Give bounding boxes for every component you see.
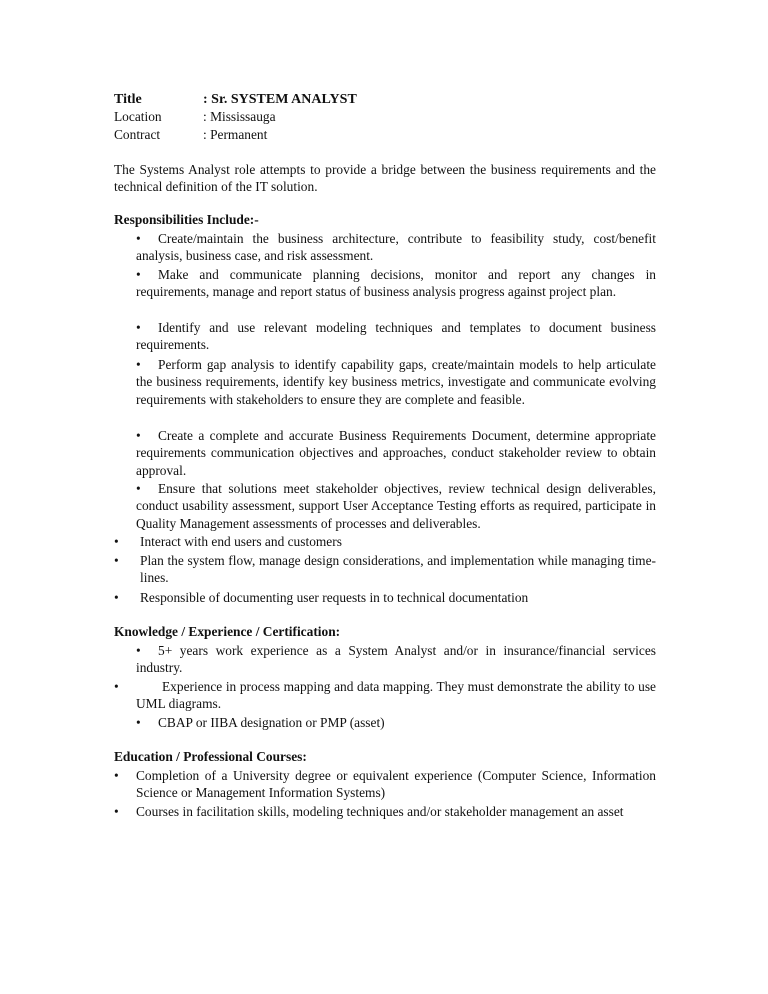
bullet-icon: • <box>114 534 119 549</box>
title-value: : Sr. SYSTEM ANALYST <box>203 92 357 107</box>
bullet-icon: • <box>114 768 119 783</box>
bullet-icon: • <box>136 357 141 372</box>
location-row <box>114 108 357 125</box>
responsibility-item: • Perform gap analysis to identify capability gaps, create/maintain models to help articulate the business requirements, identify key business metrics, investigate and communicate evolving requirements with stakeholders to ensure they are complete and feasible. <box>136 357 656 407</box>
bullet-icon: • <box>136 428 141 443</box>
bullet-icon: • <box>136 267 141 282</box>
knowledge-item: • 5+ years work experience as a System Analyst and/or in insurance/financial services industry. <box>136 643 656 676</box>
responsibility-item: • Create/maintain the business architecture, contribute to feasibility study, cost/benefit analysis, business case, and risk assessment. <box>136 231 656 264</box>
responsibility-item: • Interact with end users and customers <box>114 534 342 549</box>
title-label: Title <box>114 92 142 107</box>
responsibilities-heading: Responsibilities Include:- <box>114 212 259 227</box>
bullet-icon: • <box>136 231 141 246</box>
responsibility-item: • Plan the system flow, manage design considerations, and implementation while managing time-lines. <box>114 553 656 586</box>
education-item: • Completion of a University degree or equivalent experience (Computer Science, Information Science or Management Information Systems) <box>114 768 656 801</box>
contract-row <box>114 126 357 143</box>
bullet-icon: • <box>136 643 141 658</box>
bullet-icon: • <box>114 804 119 819</box>
responsibility-item: • Responsible of documenting user requests in to technical documentation <box>114 590 529 605</box>
contract-label: Contract <box>114 126 161 142</box>
contract-value: : Permanent <box>203 126 268 142</box>
bullet-icon: • <box>114 679 119 694</box>
knowledge-heading: Knowledge / Experience / Certification: <box>114 624 341 639</box>
knowledge-item: • CBAP or IIBA designation or PMP (asset) <box>136 715 385 730</box>
bullet-icon: • <box>136 481 141 496</box>
job-meta <box>114 91 357 143</box>
responsibility-item: • Identify and use relevant modeling techniques and templates to document business requirements. <box>136 320 656 353</box>
title-row <box>114 91 357 108</box>
bullet-icon: • <box>136 320 141 335</box>
responsibility-item: • Ensure that solutions meet stakeholder objectives, review technical design deliverables, conduct usability assessment, support User Acceptance Testing efforts as required, participate in Quality Management assessments of processes and deliverables. <box>136 481 656 531</box>
education-heading: Education / Professional Courses: <box>114 749 307 764</box>
intro-paragraph: The Systems Analyst role attempts to provide a bridge between the business requirements and the technical definition of the IT solution. <box>114 162 656 195</box>
education-item: • Courses in facilitation skills, modeling techniques and/or stakeholder management an asset <box>114 804 624 819</box>
responsibility-item: • Make and communicate planning decisions, monitor and report any changes in requirements, manage and report status of business analysis progress against project plan. <box>136 267 656 300</box>
knowledge-item: • Experience in process mapping and data mapping. They must demonstrate the ability to use UML diagrams. <box>114 679 656 712</box>
location-label: Location <box>114 109 162 125</box>
location-value: : Mississauga <box>203 109 276 125</box>
responsibility-item: • Create a complete and accurate Business Requirements Document, determine appropriate requirements communication objectives and approaches, conduct stakeholder review to obtain approval. <box>136 428 656 478</box>
bullet-icon: • <box>136 715 141 730</box>
bullet-icon: • <box>114 590 119 605</box>
bullet-icon: • <box>114 553 119 568</box>
